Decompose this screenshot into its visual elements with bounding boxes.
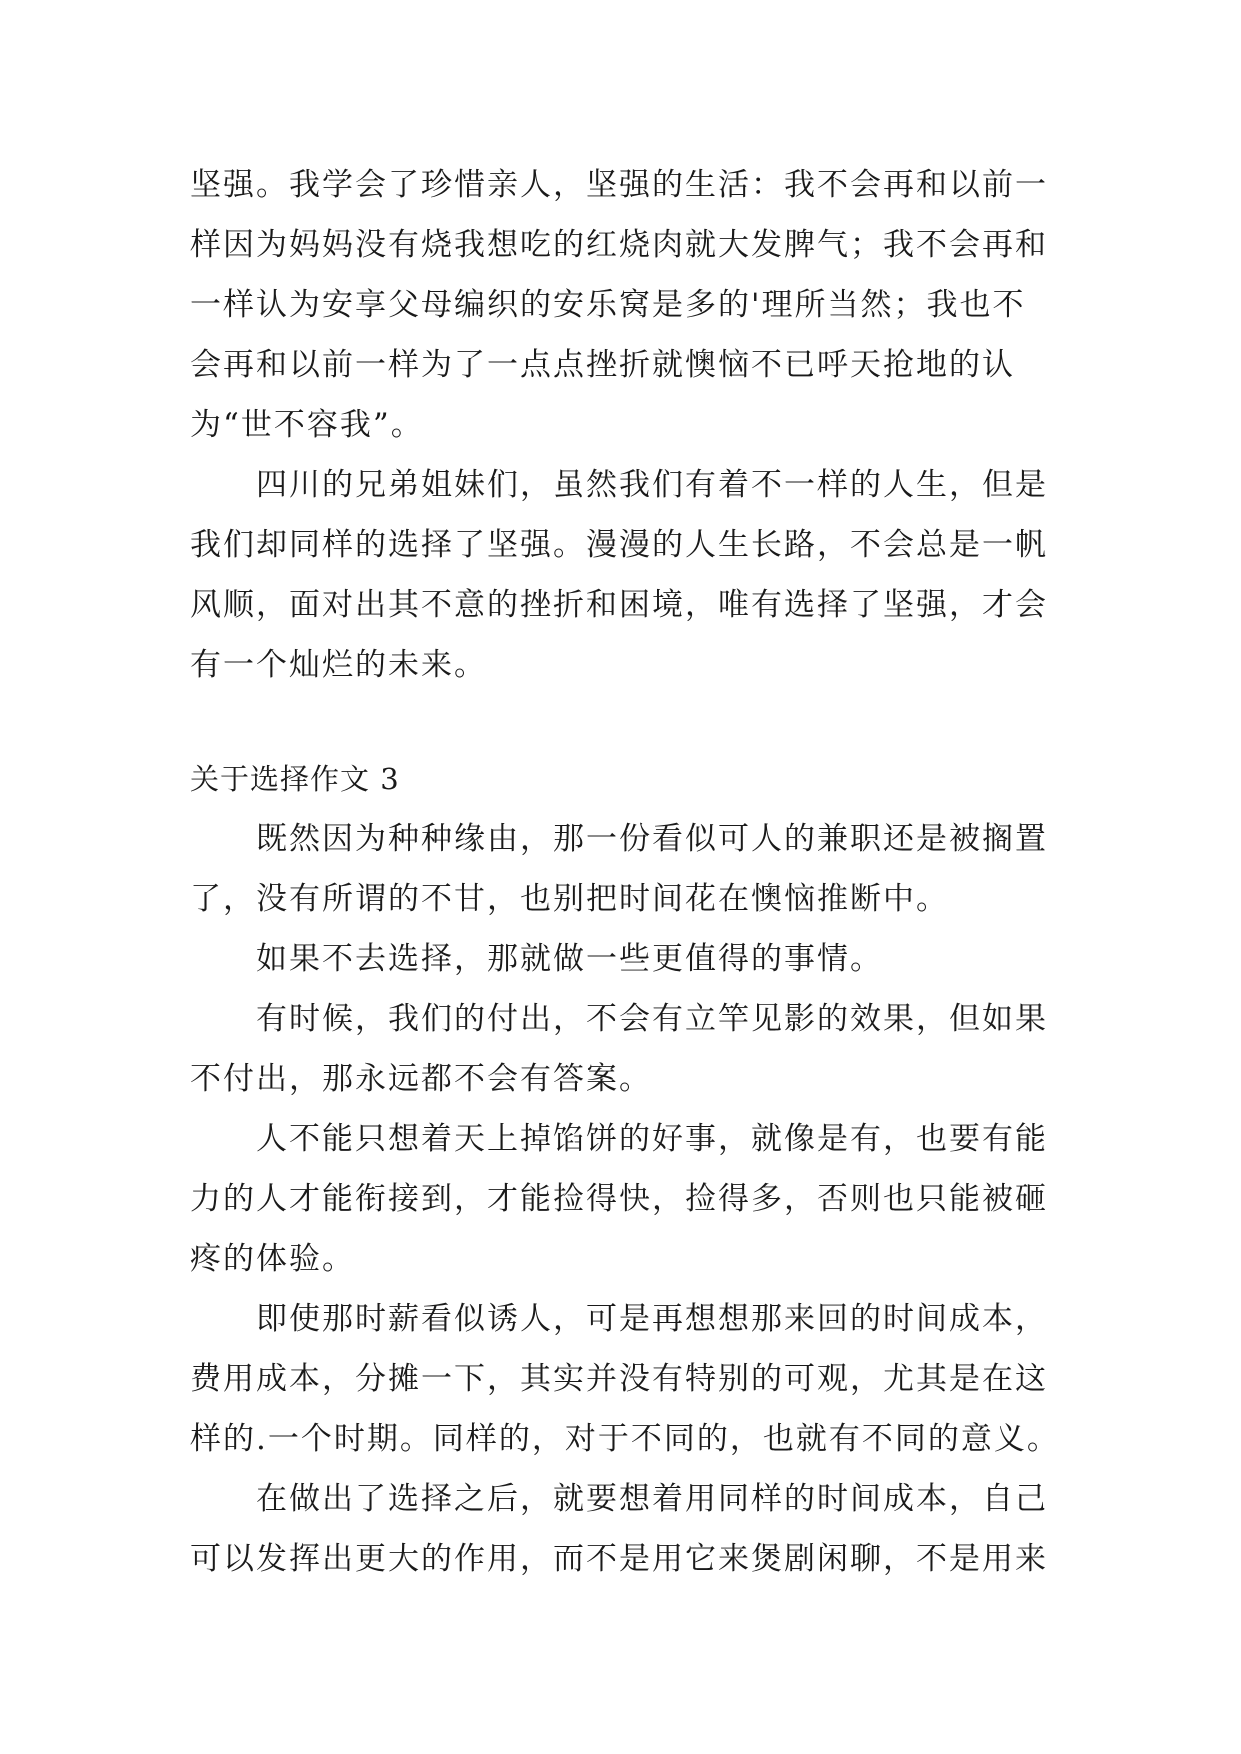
paragraph-6 — [190, 1109, 1060, 1289]
text-line: 坚强。我学会了珍惜亲人，坚强的生活：我不会再和以前一 — [190, 167, 1048, 203]
text-line: 样的.一个时期。同样的，对于不同的，也就有不同的意义。 — [190, 1421, 1060, 1457]
text-line: 人不能只想着天上掉馅饼的好事，就像是有，也要有能 — [256, 1121, 1048, 1157]
text-line: 即使那时薪看似诱人，可是再想想那来回的时间成本， — [256, 1301, 1048, 1337]
text-line: 我们却同样的选择了坚强。漫漫的人生长路，不会总是一帆 — [190, 527, 1048, 563]
text-line: 费用成本，分摊一下，其实并没有特别的可观，尤其是在这 — [190, 1361, 1048, 1397]
section-heading: 关于选择作文 3 — [190, 762, 400, 796]
text-line: 可以发挥出更大的作用，而不是用它来煲剧闲聊，不是用来 — [190, 1541, 1048, 1577]
text-line: 一样认为安享父母编织的安乐窝是多的'理所当然；我也不 — [190, 287, 1026, 323]
text-line: 既然因为种种缘由，那一份看似可人的兼职还是被搁置 — [256, 821, 1048, 857]
text-line: 在做出了选择之后，就要想着用同样的时间成本，自己 — [256, 1481, 1048, 1517]
paragraph-7 — [190, 1289, 1060, 1469]
paragraph-4 — [190, 929, 1060, 989]
text-line: 有一个灿烂的未来。 — [190, 647, 487, 683]
text-line: 为“世不容我”。 — [190, 407, 424, 443]
paragraph-1 — [190, 155, 1060, 455]
text-line: 了，没有所谓的不甘，也别把时间花在懊恼推断中。 — [190, 881, 949, 917]
paragraph-5 — [190, 989, 1060, 1109]
section-gap — [190, 695, 1060, 749]
text-line: 不付出，那永远都不会有答案。 — [190, 1061, 652, 1097]
text-line: 样因为妈妈没有烧我想吃的红烧肉就大发脾气；我不会再和 — [190, 227, 1048, 263]
paragraph-3 — [190, 809, 1060, 929]
text-line: 有时候，我们的付出，不会有立竿见影的效果，但如果 — [256, 1001, 1048, 1037]
text-line: 会再和以前一样为了一点点挫折就懊恼不已呼天抢地的认 — [190, 347, 1015, 383]
text-line: 风顺，面对出其不意的挫折和困境，唯有选择了坚强，才会 — [190, 587, 1048, 623]
document-page — [190, 155, 1060, 1589]
text-line: 如果不去选择，那就做一些更值得的事情。 — [256, 941, 883, 977]
text-line: 四川的兄弟姐妹们，虽然我们有着不一样的人生，但是 — [256, 467, 1048, 503]
text-line: 力的人才能衔接到，才能捡得快，捡得多，否则也只能被砸 — [190, 1181, 1048, 1217]
text-line: 疼的体验。 — [190, 1241, 355, 1277]
paragraph-2 — [190, 455, 1060, 695]
paragraph-8 — [190, 1469, 1060, 1589]
